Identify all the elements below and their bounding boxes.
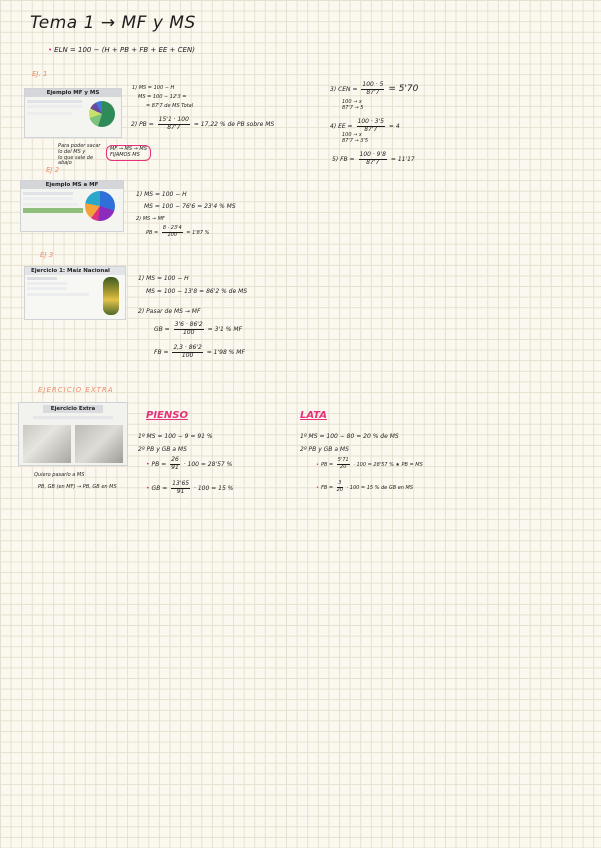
fb-prefix: FB = [320,484,334,491]
ej3-line2: MS = 100 − 13'8 = 86'2 % de MS [146,288,248,295]
pienso-heading: PIENSO [146,410,188,421]
gb-result: · 100 = 15 % [194,484,234,492]
gb-numerator: 13'65 [172,480,190,487]
subtitle-bar [27,277,57,280]
ej2-line3: 2) MS → MF [136,216,165,222]
ee-prefix: 4) EE = [330,122,353,130]
pb-fraction [337,458,350,471]
pb-denominator: 87'7 [167,123,181,131]
boxed-line-2: FIJAMOS MS [110,151,140,158]
cen-sub-2: 87'7 → 5 [342,104,364,111]
ee-sub-2: 87'7 → 3'5 [342,137,369,144]
ej1-fb-calc [332,152,415,167]
thumb-title: Ejercicio 1: Maíz Nacional [25,267,125,275]
ej1-pb-calc [131,117,274,132]
pb-denominator: 91 [171,463,179,471]
ej1-ms-line1: 1) MS = 100 − H [132,85,175,91]
cen-prefix: 3) CEN = [330,85,358,93]
fb-result: · 100 = 15 % de GB en MS [346,484,414,491]
cen-sub-1: 100 → x [342,99,362,105]
cen-denominator: 87'7 [366,88,380,96]
fb-prefix: FB = [154,348,169,356]
pb-result: · 100 = 28'57 % ★ PB = MS [353,461,423,468]
ej2-label: EJ 2 [46,166,60,174]
question-bar [33,416,113,419]
gb-fraction [171,481,190,496]
ej3-thumbnail [24,266,126,320]
ee-result: = 4 [388,122,400,130]
lata-line2: 2º PB y GB a MS [300,446,349,453]
lata-line1: 1º MS = 100 − 80 = 20 % de MS [300,433,399,440]
pb-numerator: 8 · 23'4 [162,225,182,231]
cen-rule-of-three [342,100,363,112]
ej1-ee-calc [330,119,400,134]
ej1-boxed-note [106,145,151,161]
lata-heading: LATA [300,410,327,421]
fb-denominator: 20 [336,486,344,493]
thumb-title: Ejemplo MS a MF [21,181,123,189]
gb-prefix: GB = [151,484,168,492]
answer-bar [23,208,83,213]
gb-prefix: GB = [154,325,170,333]
pienso-pb-calc [146,457,232,472]
fb-fraction [359,152,387,167]
pienso-image-icon [23,425,71,463]
ej1-label: EJ. 1 [32,70,48,78]
ej2-thumbnail [20,180,124,232]
ej2-pb-calc [146,226,209,239]
gb-numerator: 3'6 · 86'2 [174,321,203,328]
lata-image-icon [75,425,123,463]
pb-result: = 17,22 % de PB sobre MS [193,120,275,128]
note-line-3: lo que sale de [58,154,94,161]
table-row-bar [23,197,73,200]
ej1-note [58,144,100,167]
fb-result: = 11'17 [390,155,415,163]
note-line-1: Para poder sacar [58,143,101,149]
ee-numerator: 100 · 3'5 [357,118,384,125]
fb-denominator: 100 [181,351,194,359]
gb-fraction [174,322,204,337]
pb-denominator: 20 [340,463,347,470]
extra-note2: PB, GB (en MF) → PB, GB en MS [38,484,117,490]
extra-note1: Quiero pasarlo a MS [34,472,85,478]
pb-numerator: 26 [171,456,179,463]
gb-denominator: 91 [176,487,185,495]
page-title: Tema 1 → MF y MS [30,13,196,33]
pb-fraction [158,117,190,132]
question-bar [23,203,78,206]
table-header-bar [27,282,67,285]
table-row-bar [27,287,67,290]
pb-fraction [170,457,180,472]
ej3-gb-calc [154,322,242,337]
note-line-2: lo del MS y [58,148,86,155]
ee-denominator: 87'7 [364,125,378,133]
pb-prefix: PB = [320,461,334,468]
pb-prefix: 2) PB = [131,120,154,128]
pb-result: = 1'87 % [186,229,210,236]
fb-numerator: 2,3 · 86'2 [173,344,202,351]
pb-denominator: 100 [167,231,178,238]
ej2-line2: MS = 100 − 76'6 = 23'4 % MS [144,203,236,210]
lata-fb-calc [316,481,413,494]
thumb-title: Ejercicio Extra [43,405,103,413]
pb-prefix: PB = [146,229,159,236]
fb-numerator: 100 · 9'8 [359,151,386,158]
table-row-bar [27,105,82,108]
fb-result: = 1'98 % MF [206,348,245,356]
thumb-title: Ejemplo MF y MS [25,89,121,97]
corn-image-icon [103,277,119,315]
note-line-4: abajo [58,160,72,167]
ee-sub-1: 100 → x [342,132,362,138]
ej1-thumbnail [24,88,122,138]
pb-fraction [162,226,183,239]
cen-fraction [361,82,384,97]
fb-fraction [337,481,343,494]
ej2-line1: 1) MS = 100 − H [136,191,187,198]
extra-thumbnail [18,402,128,466]
pb-result: · 100 = 28'57 % [183,460,233,468]
ej1-ms-line2: MS = 100 − 12'3 = [138,94,187,100]
ee-rule-of-three [342,133,368,145]
ej1-ms-line3: = 87'7 de MS Total [146,103,194,109]
pienso-line2: 2º PB y GB a MS [138,446,187,453]
pie-chart-icon [89,101,115,127]
table-header-bar [23,192,73,195]
question-bar [27,112,72,115]
ej3-line3: 2) Pasar de MS → MF [138,308,201,315]
ej3-line1: 1) MS = 100 − H [138,275,189,282]
pb-prefix: PB = [151,460,167,468]
formula-text: ELN = 100 − (H + PB + FB + EE + CEN) [54,46,195,54]
question-bar [27,293,89,296]
pienso-line1: 1º MS = 100 − 9 = 91 % [138,433,213,440]
pb-numerator: 5'71 [337,457,349,463]
cen-numerator: 100 · 5 [362,81,384,88]
ej3-fb-calc [154,345,245,360]
gb-denominator: 100 [182,328,195,336]
ej1-cen-calc [330,82,418,97]
formula [48,46,195,54]
extra-label: EJERCICIO EXTRA [38,386,114,394]
pienso-gb-calc [146,481,233,496]
fb-numerator: 3 [338,480,342,486]
fb-fraction [172,345,202,360]
cen-result: = 5'70 [388,83,419,94]
fb-prefix: 5) FB = [332,155,355,163]
pb-numerator: 15'1 · 100 [158,116,189,123]
gb-result: = 3'1 % MF [207,325,243,333]
fb-denominator: 87'7 [366,158,380,166]
table-header-bar [27,100,82,103]
pie-chart-icon [85,191,115,221]
boxed-line-1: MF → MS → MS [110,146,147,152]
lata-pb-calc [316,458,423,471]
ej3-label: EJ 3 [40,251,54,259]
